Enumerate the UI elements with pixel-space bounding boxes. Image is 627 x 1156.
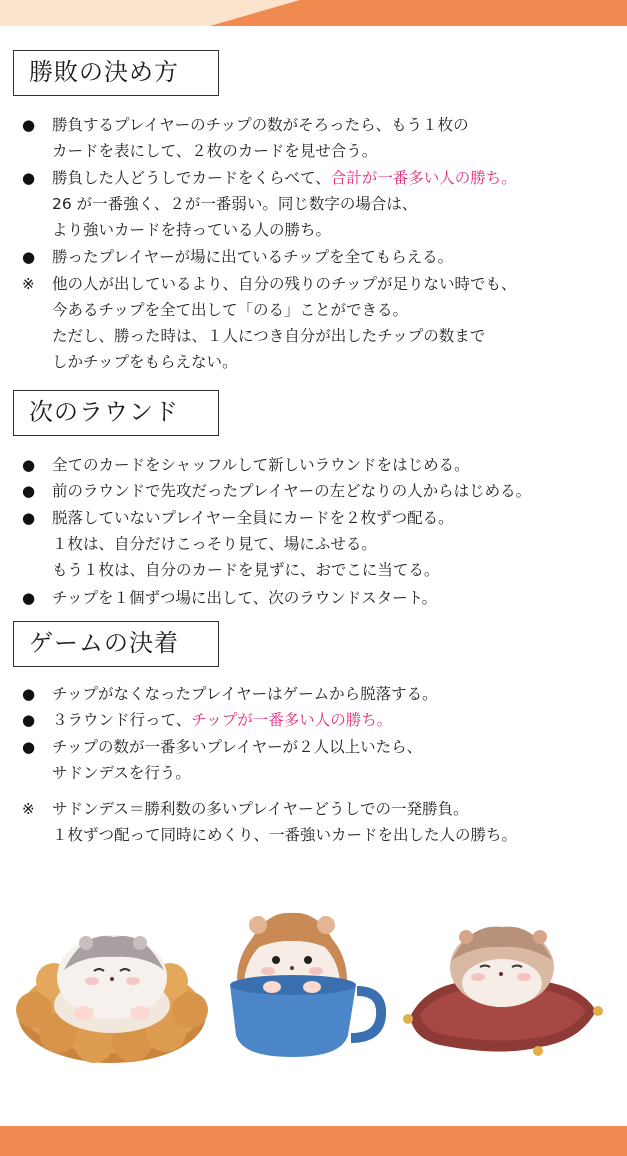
hamster-on-donut-image <box>14 915 210 1065</box>
rule-text: 勝負するプレイヤーのチップの数がそろったら、もう１枚の <box>52 116 469 134</box>
rule-text: ただし、勝った時は、１人につき自分が出したチップの数まで <box>52 327 486 345</box>
rule-text-line <box>52 588 437 608</box>
rule-text: チップがなくなったプレイヤーはゲームから脱落する。 <box>52 685 438 703</box>
rule-text-line <box>52 508 454 528</box>
section-heading: ゲームの決着 <box>13 621 219 667</box>
rule-text-line <box>52 300 408 320</box>
rule-text-line <box>52 352 238 372</box>
rule-text-line <box>52 194 417 214</box>
rule-text-line <box>52 825 517 845</box>
rule-text: 勝負した人どうしでカードをくらべて、 <box>52 169 331 187</box>
rule-text-line <box>52 168 517 188</box>
bullet-mark: ● <box>22 711 36 729</box>
rule-text: サドンデスを行う。 <box>52 764 191 782</box>
rule-text-line <box>52 799 469 819</box>
rule-text: より強いカードを持っている人の勝ち。 <box>52 221 332 239</box>
rule-text-line <box>52 274 517 294</box>
top-decor-band <box>0 0 627 26</box>
rule-text-line <box>52 710 392 730</box>
bullet-mark: ● <box>22 456 36 474</box>
rule-text-line <box>52 115 469 135</box>
rule-text-line <box>52 141 377 161</box>
rule-text-line <box>52 220 331 240</box>
rule-text: しかチップをもらえない。 <box>52 353 238 371</box>
bullet-mark: ● <box>22 248 36 266</box>
note-mark: ※ <box>22 275 35 293</box>
hamster-in-cup-image <box>222 905 386 1065</box>
section-heading: 勝敗の決め方 <box>13 50 219 96</box>
rule-text-line <box>52 326 485 346</box>
rule-text-line <box>52 247 453 267</box>
rule-text-line <box>52 737 422 757</box>
rule-text-line <box>52 455 470 475</box>
rule-text-line <box>52 534 377 554</box>
bullet-mark: ● <box>22 589 36 607</box>
section-heading: 次のラウンド <box>13 390 219 436</box>
rule-text-line <box>52 763 191 783</box>
rule-text: 勝ったプレイヤーが場に出ているチップを全てもらえる。 <box>52 248 454 266</box>
bullet-mark: ● <box>22 738 36 756</box>
rule-text: 他の人が出しているより、自分の残りのチップが足りない時でも、 <box>52 275 517 293</box>
bullet-mark: ● <box>22 116 36 134</box>
rule-text: もう１枚は、自分のカードを見ずに、おでこに当てる。 <box>52 561 440 579</box>
note-mark: ※ <box>22 800 35 818</box>
rule-text: 脱落していないプレイヤー全員にカードを２枚ずつ配る。 <box>52 509 454 527</box>
highlight-text: チップが一番多い人の勝ち。 <box>191 711 393 729</box>
rule-text-line <box>52 481 531 501</box>
bottom-decor-band <box>0 1126 627 1156</box>
rule-text: 26 が一番強く、２が一番弱い。同じ数字の場合は、 <box>52 195 418 213</box>
hamster-on-cushion-image <box>400 915 606 1065</box>
bullet-mark: ● <box>22 169 36 187</box>
rule-text: チップを１個ずつ場に出して、次のラウンドスタート。 <box>52 589 438 607</box>
bullet-mark: ● <box>22 685 36 703</box>
bullet-mark: ● <box>22 509 36 527</box>
rule-text: 今あるチップを全て出して「のる」ことができる。 <box>52 301 409 319</box>
rule-text: カードを表にして、２枚のカードを見せ合う。 <box>52 142 378 160</box>
bullet-mark: ● <box>22 482 36 500</box>
rule-text: １枚ずつ配って同時にめくり、一番強いカードを出した人の勝ち。 <box>52 826 518 844</box>
rule-text-line <box>52 560 439 580</box>
rule-text-line <box>52 684 438 704</box>
rule-text: ３ラウンド行って、 <box>52 711 192 729</box>
rule-text: 前のラウンドで先攻だったプレイヤーの左どなりの人からはじめる。 <box>52 482 532 500</box>
rule-text: １枚は、自分だけこっそり見て、場にふせる。 <box>52 535 377 553</box>
rule-text: チップの数が一番多いプレイヤーが２人以上いたら、 <box>52 738 423 756</box>
rule-text: 全てのカードをシャッフルして新しいラウンドをはじめる。 <box>52 456 470 474</box>
rule-text: サドンデス＝勝利数の多いプレイヤーどうしでの一発勝負。 <box>52 800 469 818</box>
highlight-text: 合計が一番多い人の勝ち。 <box>330 169 517 187</box>
